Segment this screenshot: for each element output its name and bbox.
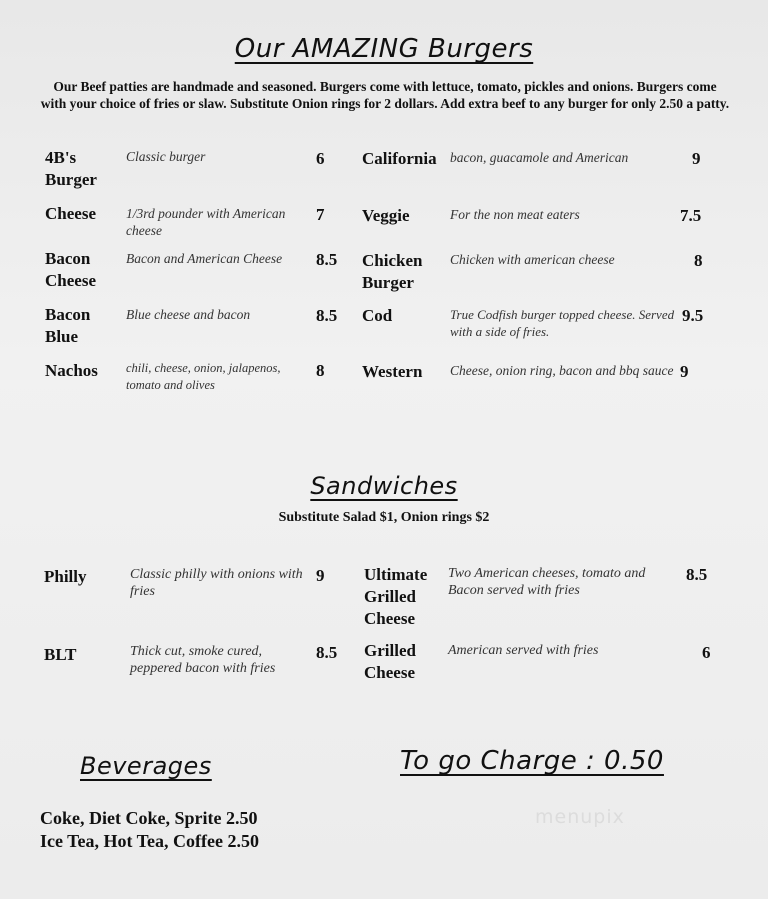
item-price: 7.5: [680, 206, 702, 225]
item-name: Bacon Blue: [45, 305, 91, 346]
item-name: Western: [362, 362, 423, 381]
item-price: 8.5: [316, 250, 338, 269]
beverage-line: Ice Tea, Hot Tea, Coffee 2.50: [40, 831, 259, 851]
beverages-title: Beverages: [80, 752, 212, 780]
item-price: 7: [316, 205, 325, 224]
beverage-line: Coke, Diet Coke, Sprite 2.50: [40, 808, 258, 828]
item-price: 8: [694, 251, 703, 270]
item-price: 9: [316, 566, 325, 585]
item-price: 8.5: [316, 306, 338, 325]
item-desc: 1/3rd pounder with American cheese: [126, 206, 286, 238]
item-name: Ultimate Grilled Cheese: [364, 565, 428, 628]
item-desc: American served with fries: [448, 643, 599, 658]
item-price: 9: [680, 362, 689, 381]
item-price: 9.5: [682, 306, 704, 325]
item-name: Cheese: [45, 204, 96, 223]
item-name: 4B's Burger: [45, 148, 97, 189]
item-name: Bacon Cheese: [45, 249, 96, 290]
item-price: 8: [316, 361, 325, 380]
item-name: Cod: [362, 306, 393, 325]
item-desc: Chicken with american cheese: [450, 252, 615, 267]
item-price: 8.5: [686, 565, 708, 584]
item-desc: chili, cheese, onion, jalapenos, tomato and olives: [126, 361, 281, 392]
item-name: Philly: [44, 567, 87, 586]
burgers-title: Our AMAZING Burgers: [234, 34, 534, 64]
item-price: 9: [692, 149, 701, 168]
item-name: BLT: [44, 645, 77, 664]
item-desc: For the non meat eaters: [450, 207, 580, 222]
item-name: Grilled Cheese: [364, 641, 416, 682]
item-desc: Two American cheeses, tomato and Bacon served with fries: [448, 566, 646, 598]
item-desc: Blue cheese and bacon: [126, 307, 251, 322]
item-name: Veggie: [362, 206, 410, 225]
item-desc: Bacon and American Cheese: [126, 251, 283, 266]
watermark-logo: menupix: [535, 806, 625, 828]
item-name: California: [362, 149, 437, 168]
item-desc: Thick cut, smoke cured, peppered bacon with fries: [130, 644, 276, 676]
item-price: 6: [702, 643, 711, 662]
sandwiches-title: Sandwiches: [310, 472, 458, 500]
item-desc: Classic burger: [126, 149, 206, 164]
togo-charge: To go Charge : 0.50: [400, 746, 664, 776]
item-desc: Classic philly with onions with fries: [130, 567, 303, 599]
item-price: 8.5: [316, 643, 338, 662]
item-desc: True Codfish burger topped cheese. Served with a side of fries.: [450, 307, 675, 339]
item-desc: Cheese, onion ring, bacon and bbq sauce: [450, 363, 674, 378]
item-name: Chicken Burger: [362, 251, 423, 292]
item-desc: bacon, guacamole and American: [450, 150, 629, 165]
item-name: Nachos: [45, 361, 98, 380]
burgers-intro: Our Beef patties are handmade and seasoned. Burgers come with lettuce, tomato, pickles and onions. Burgers come with your choice of fries or slaw. Substitute Onion rings for 2 dollars. Add extra beef to any burger for only 2.50 a patty.: [40, 79, 730, 111]
item-price: 6: [316, 149, 325, 168]
sandwiches-subtitle: Substitute Salad $1, Onion rings $2: [278, 510, 490, 525]
